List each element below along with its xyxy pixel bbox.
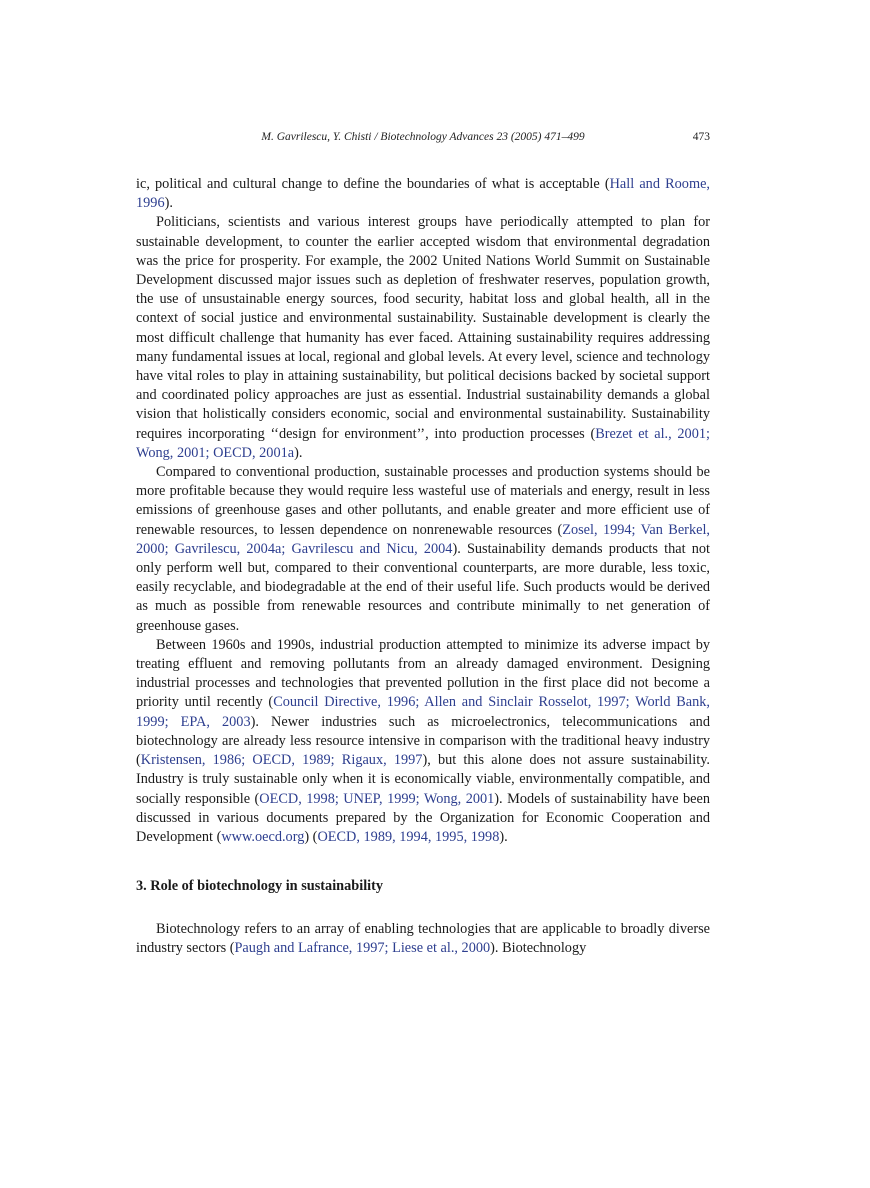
citation-link[interactable]: www.oecd.org bbox=[221, 828, 305, 845]
paragraph bbox=[136, 463, 710, 636]
citation-link[interactable]: Brezet et al., 2001; Wong, 2001; OECD, 2001a bbox=[136, 425, 710, 461]
text-run: Politicians, scientists and various interest groups have periodically attempted to plan for sustainable development, to counter the earlier accepted wisdom that environmental degradation was the price for prosperity. For example, the 2002 United Nations World Summit on Sustainable Development discussed major issues such as depletion of freshwater reserves, population growth, the use of unsustainable energy sources, food security, habitat loss and global health, all in the context of social justice and environmental sustainability. Sustainable development is clearly the most difficult challenge that humanity has ever faced. Attaining sustainability requires addressing many fundamental issues at local, regional and global levels. At every level, science and technology have vital roles to play in attaining sustainability, but political decisions backed by societal support and coordinated policy approaches are just as essential. Industrial sustainability demands a global vision that holistically considers economic, social and environmental sustainability. Sustainability requires incorporating ‘‘design for environment’’, into production processes ( bbox=[136, 214, 710, 442]
section-heading: 3. Role of biotechnology in sustainability bbox=[136, 878, 384, 895]
text-run: ). Models of sustainability have been discussed in various documents prepared by the Organization for Economic Cooperation and Development ( bbox=[136, 790, 710, 845]
citation-link[interactable]: OECD, 1989, 1994, 1995, 1998 bbox=[317, 828, 500, 845]
text-run: ic, political and cultural change to define the boundaries of what is acceptable ( bbox=[136, 176, 610, 192]
citation-link[interactable]: Council Directive, 1996; Allen and Sinclair Rosselot, 1997; World Bank, 1999; EPA, 2003 bbox=[136, 694, 710, 730]
running-header bbox=[136, 128, 710, 148]
citation-link[interactable]: Zosel, 1994; Van Berkel, 2000; Gavrilescu, 2004a; Gavrilescu and Nicu, 2004 bbox=[136, 521, 710, 557]
paragraph bbox=[136, 636, 710, 847]
section-body-text bbox=[136, 920, 710, 958]
text-run: ). Biotechnology bbox=[490, 940, 587, 957]
citation-link[interactable]: OECD, 1998; UNEP, 1999; Wong, 2001 bbox=[259, 790, 495, 807]
text-run: ). bbox=[164, 195, 173, 212]
paragraph bbox=[136, 920, 710, 958]
journal-page bbox=[136, 128, 710, 959]
paragraph bbox=[136, 213, 710, 463]
text-run: ) ( bbox=[304, 828, 318, 845]
body-text bbox=[136, 175, 710, 847]
citation-link[interactable]: Kristensen, 1986; OECD, 1989; Rigaux, 1997 bbox=[140, 752, 423, 769]
running-title: M. Gavrilescu, Y. Chisti / Biotechnology Advances 23 (2005) 471–499 bbox=[261, 131, 585, 143]
text-run: Between 1960s and 1990s, industrial production attempted to minimize its adverse impact by treating effluent and removing pollutants from an already damaged environment. Designing industrial processes and technologies that prevented pollution in the first place did not become a priority until recently ( bbox=[136, 636, 710, 711]
citation-link[interactable]: Hall and Roome, 1996 bbox=[136, 176, 710, 212]
text-run: Compared to conventional production, sustainable processes and production systems should be more profitable because they would require less wasteful use of materials and energy, result in less emissions of greenhouse gases and other pollutants, and enable greater and more efficient use of renewable resources, to lessen dependence on nonrenewable resources ( bbox=[136, 464, 710, 538]
text-run: ). bbox=[499, 828, 508, 845]
text-run: ), but this alone does not assure sustainability. Industry is truly sustainable only when it is economically viable, environmentally compatible, and socially responsible ( bbox=[136, 752, 710, 807]
paragraph bbox=[136, 175, 710, 213]
text-run: ). bbox=[294, 444, 303, 461]
text-run: ). Sustainability demands products that not only perform well but, compared to their conventional counterparts, are more durable, less toxic, easily recyclable, and biodegradable at the end of their useful life. Such products would be derived as much as possible from renewable resources and contribute minimally to net generation of greenhouse gases. bbox=[136, 540, 710, 634]
text-run: Biotechnology refers to an array of enabling technologies that are applicable to broadly diverse industry sectors ( bbox=[136, 921, 710, 957]
citation-link[interactable]: Paugh and Lafrance, 1997; Liese et al., 2000 bbox=[234, 940, 491, 957]
text-run: ). Newer industries such as microelectronics, telecommunications and biotechnology are already less resource intensive in comparison with the traditional heavy industry ( bbox=[136, 713, 710, 769]
page-number: 473 bbox=[692, 131, 710, 143]
